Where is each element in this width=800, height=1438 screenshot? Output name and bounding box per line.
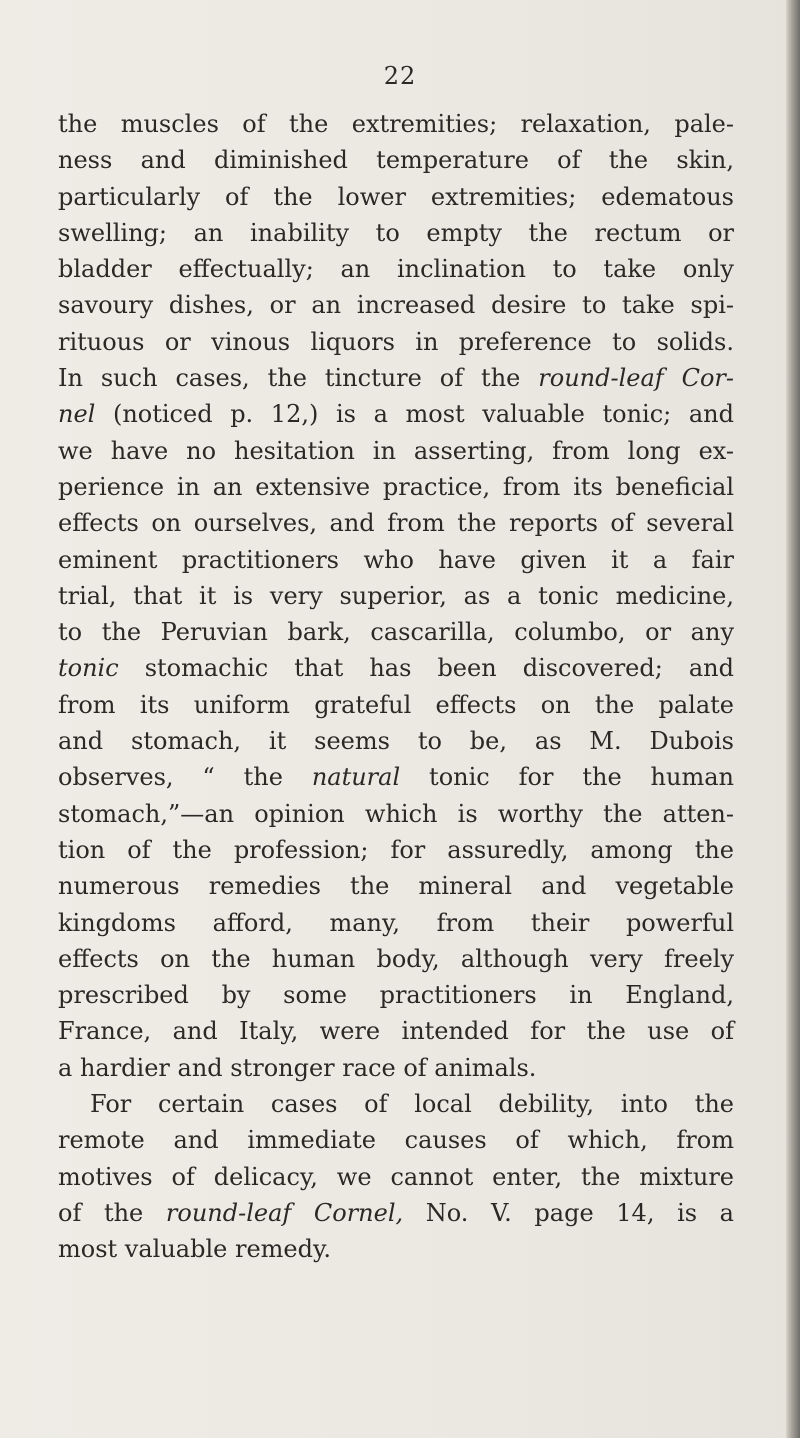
text-run: France, and Italy, were intended for the use of [58, 1017, 734, 1046]
text-run: swelling; an inability to empty the rectum or [58, 218, 734, 247]
text-line [58, 142, 734, 178]
text-line [58, 687, 734, 723]
text-line [58, 1050, 734, 1086]
text-line [58, 650, 734, 686]
text-run: stomachic that has been discovered; and [118, 654, 734, 683]
text-run: from its uniform grateful effects on the palate [58, 690, 734, 719]
text-run: numerous remedies the mineral and vegetable [58, 872, 734, 901]
text-run: to the Peruvian bark, cascarilla, columbo, or any [58, 618, 734, 647]
text-line [58, 1195, 734, 1231]
text-run: the muscles of the extremities; relaxation, pale- [58, 110, 734, 138]
body-text [58, 106, 734, 1268]
text-line [58, 614, 734, 650]
text-run: prescribed by some practitioners in England, [58, 981, 734, 1010]
text-line [58, 505, 734, 541]
text-run: most valuable remedy. [58, 1235, 331, 1264]
text-line [58, 542, 734, 578]
text-line [58, 1231, 734, 1267]
italic-text: natural [311, 763, 401, 792]
page-edge-shadow [786, 0, 800, 1438]
italic-text: tonic [58, 654, 119, 683]
italic-text: nel [58, 400, 96, 429]
italic-text: round-leaf Cornel, [165, 1198, 404, 1227]
text-run: tonic for the human [400, 763, 734, 792]
text-line [58, 1122, 734, 1158]
text-run: For certain cases of local debility, into the [90, 1090, 734, 1119]
text-line [58, 1159, 734, 1195]
text-line [58, 360, 734, 396]
text-run: motives of delicacy, we cannot enter, the mixture [58, 1162, 734, 1191]
text-run: ness and diminished temperature of the skin, [58, 146, 734, 175]
text-line [58, 1086, 734, 1122]
text-line [58, 759, 734, 795]
text-line [58, 215, 734, 251]
text-line [58, 1013, 734, 1049]
text-run: trial, that it is very superior, as a tonic medicine, [58, 581, 734, 610]
text-line [58, 723, 734, 759]
text-line [58, 469, 734, 505]
text-line [58, 396, 734, 432]
text-line [58, 905, 734, 941]
text-line [58, 578, 734, 614]
text-run: perience in an extensive practice, from its beneficial [58, 472, 734, 501]
text-line [58, 977, 734, 1013]
text-run: we have no hesitation in asserting, from long ex- [58, 436, 734, 465]
text-run: a hardier and stronger race of animals. [58, 1053, 537, 1082]
text-run: tion of the profession; for assuredly, among the [58, 835, 734, 864]
text-line [58, 941, 734, 977]
text-run: No. V. page 14, is a [403, 1198, 734, 1227]
text-run: kingdoms afford, many, from their powerful [58, 908, 734, 937]
text-run: (noticed p. 12,) is a most valuable tonic; and [95, 400, 734, 429]
text-line [58, 287, 734, 323]
text-line [58, 251, 734, 287]
text-run: rituous or vinous liquors in preference to solids. [58, 327, 734, 356]
italic-text: round-leaf Cor- [538, 364, 735, 393]
text-run: savoury dishes, or an increased desire to take spi- [58, 291, 734, 320]
text-run: effects on the human body, although very freely [58, 944, 734, 973]
text-line [58, 179, 734, 215]
text-run: eminent practitioners who have given it a fair [58, 545, 734, 574]
text-line [58, 868, 734, 904]
text-line [58, 796, 734, 832]
text-line [58, 106, 734, 142]
text-line [58, 433, 734, 469]
text-run: stomach,”—an opinion which is worthy the atten- [58, 799, 734, 828]
text-run: In such cases, the tincture of the [58, 364, 539, 393]
text-run: and stomach, it seems to be, as M. Dubois [58, 727, 734, 756]
text-line [58, 324, 734, 360]
text-run: remote and immediate causes of which, from [58, 1126, 734, 1155]
text-run: bladder effectually; an inclination to take only [58, 255, 734, 284]
text-run: particularly of the lower extremities; edematous [58, 182, 734, 211]
text-line [58, 832, 734, 868]
text-run: observes, “ the [58, 763, 312, 792]
text-run: effects on ourselves, and from the reports of several [58, 509, 734, 538]
text-run: of the [58, 1198, 166, 1227]
page-number: 22 [383, 62, 417, 90]
